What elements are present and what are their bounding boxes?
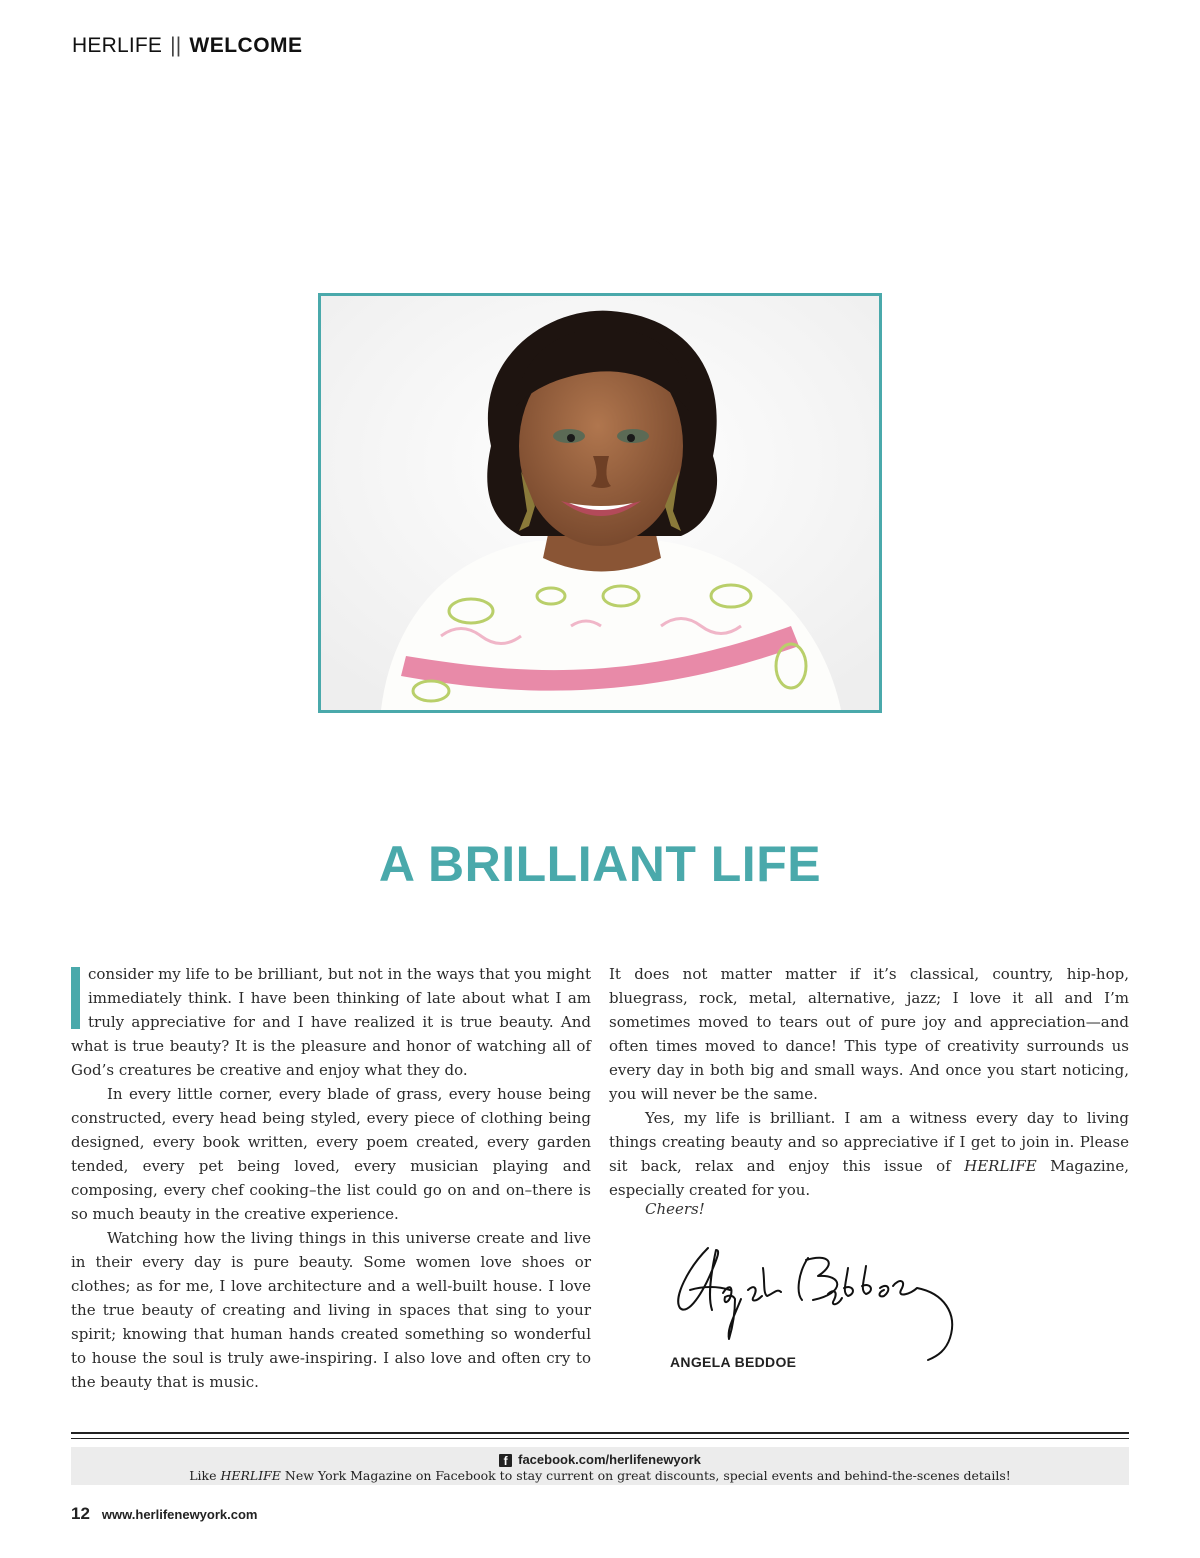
paragraph-5-text-b: Magazine, especially created for you. [609, 1157, 1129, 1199]
brand-name: HERLIFE [72, 34, 163, 57]
footer-rule-thin [71, 1438, 1129, 1439]
article-column-right [609, 962, 1129, 1202]
paragraph-5 [609, 1106, 1129, 1202]
article-title: A BRILLIANT LIFE [378, 836, 822, 892]
paragraph-5-text-a: Yes, my life is brilliant. I am a witness every day to living things creating beauty and so appreciative if I get to join in. Please sit back, relax and enjoy this issue of [609, 1109, 1129, 1175]
magazine-name: HERLIFE [964, 1157, 1037, 1175]
website-url[interactable]: www.herlifenewyork.com [101, 1507, 258, 1522]
page-number: 12 [71, 1504, 90, 1523]
facebook-promo-b: New York Magazine on Facebook to stay current on great discounts, special events and behind-the-scenes details! [280, 1468, 1011, 1483]
portrait-illustration [321, 296, 879, 710]
paragraph-4: It does not matter matter if it’s classical, country, hip-hop, bluegrass, rock, metal, alternative, jazz; I love it all and I’m sometimes moved to tears out of pure joy and appreciation—and often times moved to dance! This type of creativity surrounds us every day in both big and small ways. And once you start noticing, you will never be the same. [609, 965, 1129, 1103]
signer-name: ANGELA BEDDOE [670, 1354, 797, 1370]
facebook-promo-magazine: HERLIFE [220, 1468, 281, 1483]
handwritten-signature [668, 1238, 968, 1368]
facebook-promo-a: Like [189, 1468, 221, 1483]
paragraph-3: Watching how the living things in this universe create and live in their every day is pure beauty. Some women love shoes or clothes; as for me, I love architecture and a well-built house. I love the true beauty of creating and living in spaces that sing to your spirit; knowing that human hands created something so wonderful to house the soul is truly awe-inspiring. I also love and often cry to the beauty that is music. [71, 1229, 591, 1391]
portrait-photo [318, 293, 882, 713]
paragraph-2: In every little corner, every blade of grass, every house being constructed, every head being styled, every piece of clothing being designed, every book written, every poem created, every garden tended, every pet being loved, every musician playing and composing, every chef cooking–the list could go on and on–there is so much beauty in the creative experience. [71, 1085, 591, 1223]
paragraph-1 [71, 962, 591, 1082]
header-separator: || [170, 34, 182, 57]
closing: Cheers! [645, 1200, 705, 1218]
facebook-promo-text [71, 1468, 1129, 1483]
facebook-icon: f [499, 1454, 512, 1467]
page-folio [71, 1504, 257, 1524]
running-head [72, 34, 303, 58]
paragraph-1-text: consider my life to be brilliant, but not in the ways that you might immediately think. I have been thinking of late about what I am truly appreciative for and I have realized it is true beauty. And what is true beauty? It is the pleasure and honor of watching all of God’s creatures be creative and enjoy what they do. [71, 965, 591, 1079]
footer-rule-thick [71, 1432, 1129, 1434]
facebook-banner [71, 1447, 1129, 1485]
facebook-link-line [71, 1452, 1129, 1467]
facebook-url[interactable]: facebook.com/herlifenewyork [518, 1452, 701, 1467]
drop-cap [71, 967, 80, 1029]
section-name: WELCOME [189, 34, 303, 57]
article-column-left [71, 962, 591, 1394]
